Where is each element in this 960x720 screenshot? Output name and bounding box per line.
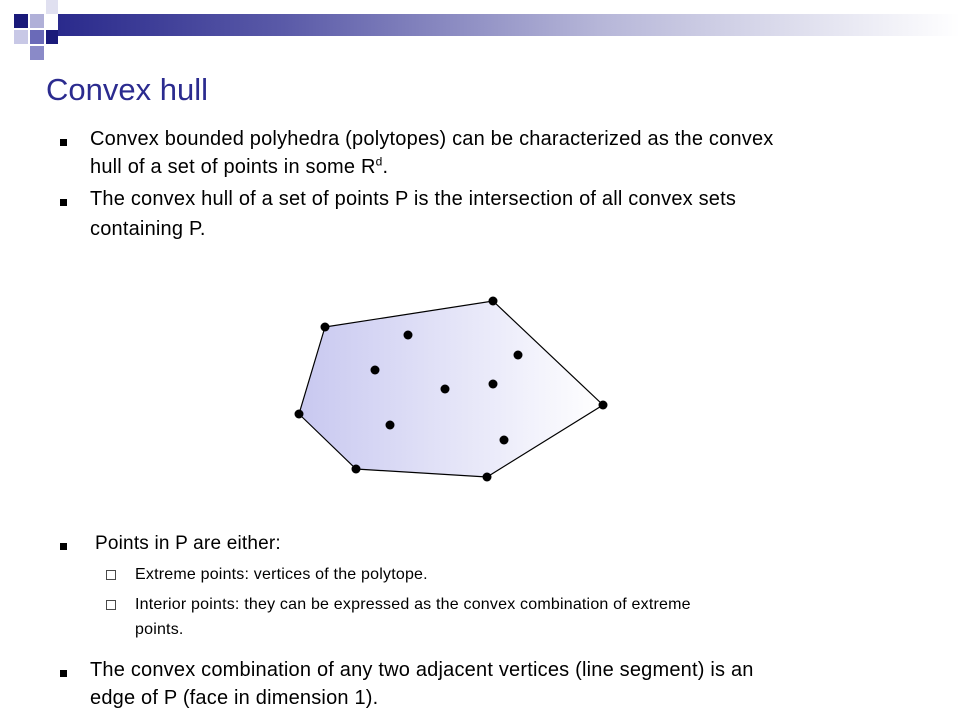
interior-point: [489, 380, 498, 389]
bullet-1-line-1: Convex bounded polyhedra (polytopes) can be characterized as the convex: [90, 128, 774, 150]
bullet-1-text: hull of a set of points in some R: [90, 156, 376, 178]
bullet-marker: [58, 540, 70, 552]
interior-point: [500, 436, 509, 445]
interior-point: [404, 331, 413, 340]
bullet-4-line-1: The convex combination of any two adjacent vertices (line segment) is an: [90, 659, 754, 681]
interior-point: [514, 351, 523, 360]
bullet-1-period: .: [382, 156, 389, 178]
bullet-2-line-2: containing P.: [90, 218, 206, 240]
bullet-4-line-2: edge of P (face in dimension 1).: [90, 687, 379, 709]
extreme-point: [352, 465, 361, 474]
interior-point: [441, 385, 450, 394]
extreme-point: [321, 323, 330, 332]
extreme-point: [295, 410, 304, 419]
bullet-1-superscript: d: [375, 154, 383, 169]
extreme-point: [489, 297, 498, 306]
sub-bullet-1-text: Extreme points: vertices of the polytope.: [135, 566, 428, 583]
convex-hull-polygon: [299, 301, 603, 477]
slide-title: Convex hull: [46, 72, 208, 107]
sub-bullet-marker: [106, 600, 116, 610]
extreme-point: [483, 473, 492, 482]
bullet-2-line-1: The convex hull of a set of points P is the intersection of all convex sets: [90, 188, 737, 210]
bullet-marker: [58, 667, 70, 679]
sub-bullet-2-line-1: Interior points: they can be expressed as the convex combination of extreme: [135, 596, 691, 613]
interior-point: [386, 421, 395, 430]
interior-point: [371, 366, 380, 375]
sub-bullet-2-line-2: points.: [135, 621, 184, 638]
extreme-point: [599, 401, 608, 410]
sub-bullet-marker: [106, 570, 116, 580]
bullet-3-text: Points in P are either:: [95, 533, 281, 554]
